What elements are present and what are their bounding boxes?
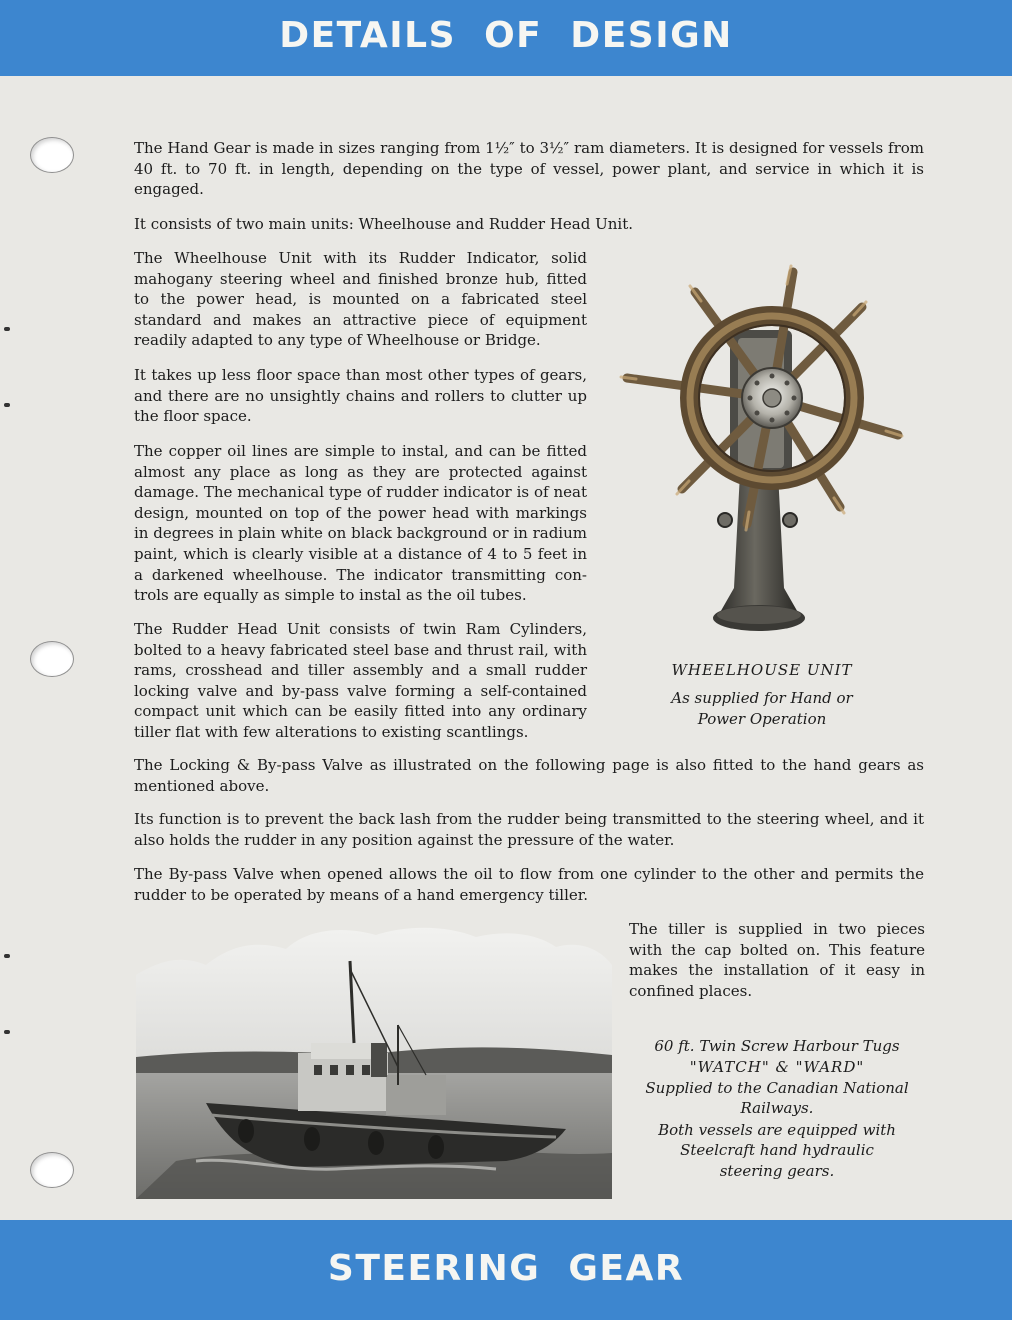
tug-caption-line3: Supplied to the Canadian National — [645, 1079, 909, 1097]
binder-hole-top — [30, 137, 74, 173]
wheel-caption-title: WHEELHOUSE UNIT — [671, 661, 853, 679]
tug-caption-line1: 60 ft. Twin Screw Harbour Tugs — [654, 1037, 900, 1055]
paragraph-locking-valve: The Locking & By-pass Valve as illustrated on the following page is also fitted to the hand gears as mentioned above. — [134, 756, 924, 795]
wheel-caption-line2: Power Operation — [697, 710, 827, 728]
tug-caption-line2: "WATCH" & "WARD" — [689, 1058, 865, 1076]
paragraph-bypass: The By-pass Valve when opened allows the oil to flow from one cylinder to the other and permits the rudder to be operated by means of a hand emergency tiller. — [134, 865, 924, 904]
paragraph-tiller: The tiller is supplied in two pieces with the cap bolted on. This feature makes the installation of it easy in confined places. — [629, 920, 925, 1000]
edge-mark — [4, 403, 10, 407]
tug-caption-line5: Both vessels are equipped with — [658, 1121, 896, 1139]
binder-hole-bottom — [30, 1152, 74, 1188]
edge-mark — [4, 954, 10, 958]
tug-caption-line4: Railways. — [740, 1099, 814, 1117]
paragraph-floor-space: It takes up less floor space than most other types of gears, and there are no unsightly chains and rollers to clutter up the floor space. — [134, 366, 587, 426]
edge-mark — [4, 1030, 10, 1034]
paragraph-oil-lines: The copper oil lines are simple to instal, and can be fitted almost any place as long as they are protected against damage. The mechanical type of rudder indicator is of neat design, mounted on top of the power head with markings in degrees in plain white on black background or in radium paint, which is clearly visible at a distance of 4 to 5 feet in a darkened wheelhouse. The indicator transmitting controls are equally as simple to instal as the oil tubes. — [134, 442, 587, 605]
tugboat-photo — [136, 925, 612, 1199]
paragraph-units: It consists of two main units: Wheelhouse and Rudder Head Unit. — [134, 215, 634, 233]
tug-caption-line6: Steelcraft hand hydraulic — [680, 1141, 874, 1159]
steering-wheel-photo — [612, 258, 912, 642]
paragraph-intro: The Hand Gear is made in sizes ranging from 1½″ to 3½″ ram diameters. It is designed for vessels from 40 ft. to 70 ft. in length, depending on the type of vessel, power plant, and service in which it is engaged. — [134, 139, 924, 199]
wheel-caption-line1: As supplied for Hand or — [671, 689, 853, 707]
paragraph-wheelhouse: The Wheelhouse Unit with its Rudder Indicator, solid mahogany steering wheel and finished bronze hub, fitted to the power head, is mounted on a fabricated steel standard and makes an attractive piece of equipment readily adapted to any type of Wheelhouse or Bridge. — [134, 249, 587, 350]
tug-caption-line7: steering gears. — [719, 1162, 835, 1180]
binder-hole-middle — [30, 641, 74, 677]
paragraph-function: Its function is to prevent the back lash from the rudder being transmitted to the steering wheel, and it also holds the rudder in any position against the pressure of the water. — [134, 810, 924, 849]
edge-mark — [4, 327, 10, 331]
footer-title: STEERING GEAR — [327, 1247, 685, 1289]
page-title: DETAILS OF DESIGN — [279, 14, 733, 56]
paragraph-rudder-head: The Rudder Head Unit consists of twin Ram Cylinders, bolted to a heavy fabricated steel base and thrust rail, with rams, crosshead and tiller assembly and a small rudder locking valve and by-pass valve forming a self-contained compact unit which can be easily fitted into any ordinary tiller flat with few alterations to existing scantlings. — [134, 620, 587, 741]
footer-band — [0, 1220, 1012, 1320]
header-band — [0, 0, 1012, 76]
